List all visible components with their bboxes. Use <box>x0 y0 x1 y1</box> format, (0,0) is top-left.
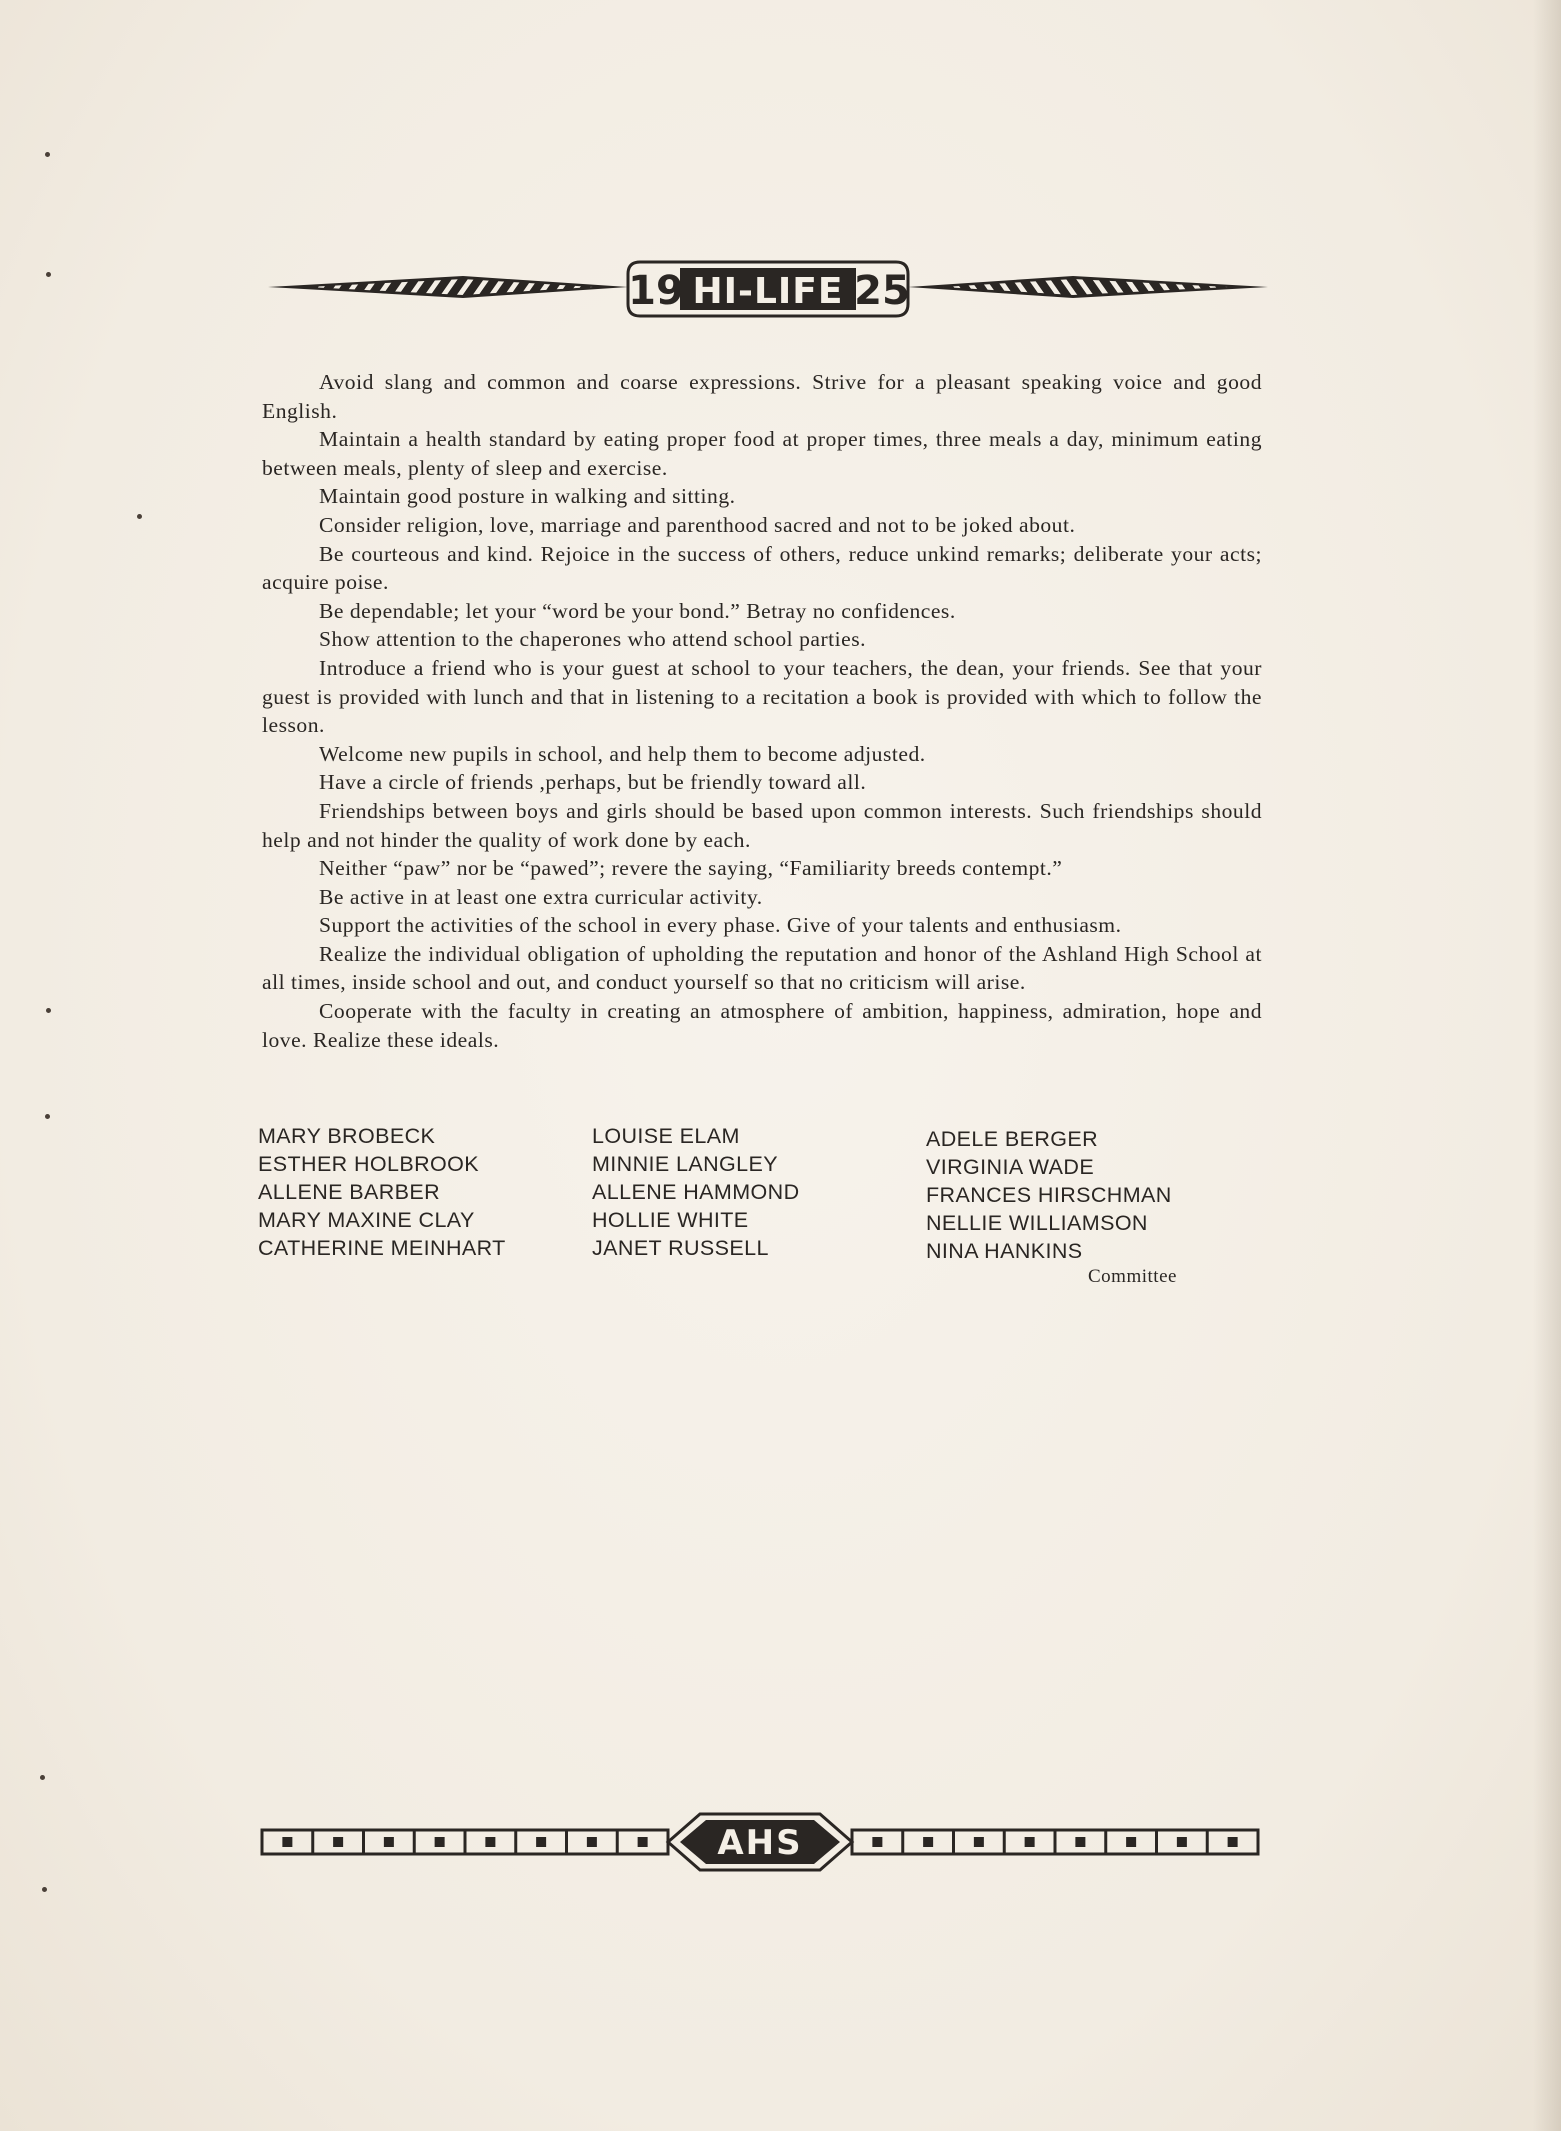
committee-member: ALLENE BARBER <box>258 1180 441 1204</box>
committee-member: VIRGINIA WADE <box>926 1155 1095 1179</box>
strip-dot <box>536 1837 546 1847</box>
strip-dot <box>587 1837 597 1847</box>
paper-speck <box>40 1775 45 1780</box>
paragraph: Neither “paw” nor be “pawed”; revere the saying, “Familiarity breeds contempt.” <box>319 856 1063 881</box>
paragraph: Friendships between boys and girls should be based upon common interests. Such friendships should help and not hinder the quality of work done by each. <box>262 798 1262 852</box>
header-banner <box>268 256 1268 322</box>
names-column-1 <box>258 1122 506 1262</box>
committee-member: MARY MAXINE CLAY <box>258 1208 475 1232</box>
committee-member: NELLIE WILLIAMSON <box>926 1211 1148 1235</box>
strip-dot <box>923 1837 933 1847</box>
strip-dot <box>485 1837 495 1847</box>
paragraph: Avoid slang and common and coarse expressions. Strive for a pleasant speaking voice and good English. <box>262 370 1262 423</box>
strip-dot <box>1126 1837 1136 1847</box>
header-year-left: 19 <box>628 268 684 314</box>
page-edge-shadow <box>1533 0 1561 2131</box>
strip-dot <box>974 1837 984 1847</box>
left-dot-cells <box>282 1830 647 1854</box>
paper-speck <box>46 272 51 277</box>
strip-dot <box>1025 1837 1035 1847</box>
names-column-3 <box>926 1125 1172 1265</box>
strip-dot <box>435 1837 445 1847</box>
header-year-right: 25 <box>854 268 910 314</box>
footer-title: AHS <box>717 1823 803 1863</box>
paragraph: Show attention to the chaperones who attend school parties. <box>319 627 867 652</box>
committee-label: Committee <box>1088 1266 1177 1287</box>
paper-speck <box>42 1887 47 1892</box>
strip-dot <box>1075 1837 1085 1847</box>
paragraph: Realize the individual obligation of upholding the reputation and honor of the Ashland High School at all times, inside school and out, and conduct yourself so that no criticism will arise. <box>262 941 1262 995</box>
paragraph: Support the activities of the school in every phase. Give of your talents and enthusiasm. <box>319 913 1122 938</box>
committee-member: CATHERINE MEINHART <box>258 1236 506 1260</box>
paragraph: Have a circle of friends ,perhaps, but be friendly toward all. <box>319 770 867 795</box>
committee-member: JANET RUSSELL <box>592 1236 769 1260</box>
paper-speck <box>137 514 142 519</box>
footer-banner <box>260 1806 1260 1878</box>
committee-member: LOUISE ELAM <box>592 1124 740 1148</box>
strip-dot <box>384 1837 394 1847</box>
etiquette-text <box>262 368 1262 1054</box>
committee-member: ESTHER HOLBROOK <box>258 1152 480 1176</box>
paragraph: Maintain a health standard by eating proper food at proper times, three meals a day, minimum eating between meals, plenty of sleep and exercise. <box>262 427 1262 480</box>
header-title: HI-LIFE <box>692 271 844 312</box>
strip-dot <box>872 1837 882 1847</box>
committee-member: ADELE BERGER <box>926 1127 1099 1151</box>
strip-dot <box>1177 1837 1187 1847</box>
committee-member: NINA HANKINS <box>926 1239 1083 1263</box>
strip-dot <box>282 1837 292 1847</box>
strip-dot <box>638 1837 648 1847</box>
committee-member: MINNIE LANGLEY <box>592 1152 779 1176</box>
paragraph: Be dependable; let your “word be your bond.” Betray no confidences. <box>319 598 956 623</box>
strip-dot <box>333 1837 343 1847</box>
strip-dot <box>1228 1837 1238 1847</box>
names-column-2 <box>592 1122 800 1262</box>
paragraph: Introduce a friend who is your guest at school to your teachers, the dean, your friends. See that your guest is provided with lunch and that in listening to a recitation a book is provided with which to follow the lesson. <box>262 655 1262 738</box>
paragraph: Welcome new pupils in school, and help them to become adjusted. <box>319 741 926 766</box>
paragraph: Be courteous and kind. Rejoice in the success of others, reduce unkind remarks; deliberate your acts; acquire poise. <box>262 541 1262 595</box>
committee-member: MARY BROBECK <box>258 1124 436 1148</box>
committee-member: FRANCES HIRSCHMAN <box>926 1183 1172 1207</box>
paragraph: Cooperate with the faculty in creating an atmosphere of ambition, happiness, admiration, hope and love. Realize these ideals. <box>262 999 1262 1052</box>
right-dot-cells <box>872 1830 1237 1854</box>
paper-speck <box>46 1008 51 1013</box>
committee-member: HOLLIE WHITE <box>592 1208 749 1232</box>
paragraph: Consider religion, love, marriage and parenthood sacred and not to be joked about. <box>319 512 1076 537</box>
paper-speck <box>45 1114 50 1119</box>
paragraph: Be active in at least one extra curricular activity. <box>319 884 763 909</box>
paragraph: Maintain good posture in walking and sitting. <box>319 484 736 509</box>
paper-speck <box>45 152 50 157</box>
committee-member: ALLENE HAMMOND <box>592 1180 800 1204</box>
